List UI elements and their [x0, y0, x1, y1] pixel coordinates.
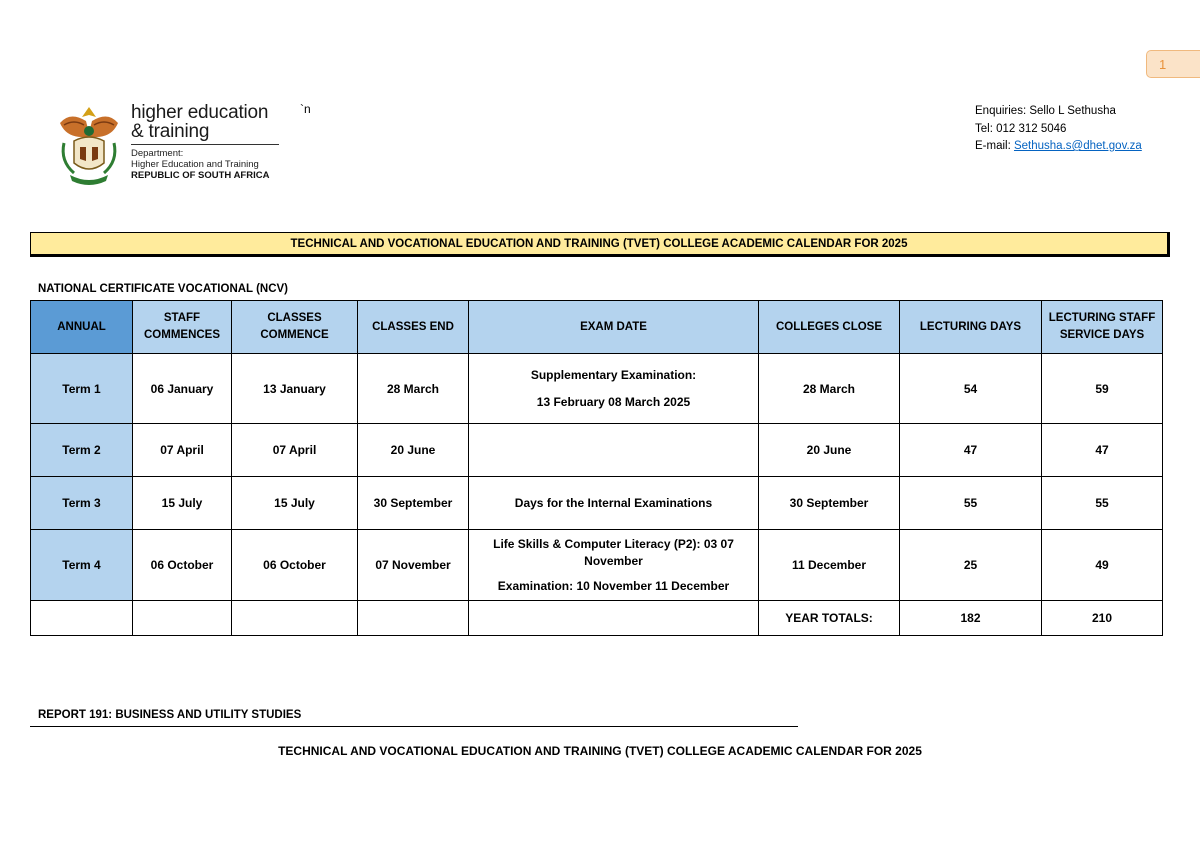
classes-commence-cell: 07 April [232, 424, 358, 477]
department-label: Department: [131, 148, 184, 159]
department-logo [56, 103, 296, 189]
brand-divider [131, 144, 279, 145]
service-days-cell: 59 [1042, 354, 1163, 424]
report-label: REPORT 191: BUSINESS AND UTILITY STUDIES [38, 709, 302, 721]
header-colleges-close: COLLEGES CLOSE [759, 301, 900, 354]
exam-line-2: Examination: 10 November 11 December [497, 578, 730, 593]
service-days-cell: 49 [1042, 530, 1163, 601]
brand-line-2: & training [131, 121, 210, 142]
lecturing-days-cell: 25 [900, 530, 1042, 601]
table-header-row [31, 301, 1163, 354]
academic-calendar-table [30, 300, 1163, 636]
email-label: E-mail: [975, 140, 1014, 152]
header-classes-commence: CLASSES COMMENCE [232, 301, 358, 354]
coat-of-arms-icon [56, 103, 122, 187]
exam-date-cell [469, 354, 759, 424]
brand-line-1: higher education [131, 102, 269, 123]
staff-commences-cell: 06 October [133, 530, 232, 601]
term-label: Term 1 [31, 354, 133, 424]
header-classes-end: CLASSES END [358, 301, 469, 354]
calendar-title-banner: TECHNICAL AND VOCATIONAL EDUCATION AND TRAINING (TVET) COLLEGE ACADEMIC CALENDAR FOR 2025 [30, 232, 1170, 257]
exam-line-2: 13 February 08 March 2025 [536, 394, 691, 409]
colleges-close-cell: 11 December [759, 530, 900, 601]
classes-commence-cell: 13 January [232, 354, 358, 424]
exam-line-1: Supplementary Examination: [530, 367, 697, 382]
staff-commences-cell: 07 April [133, 424, 232, 477]
enquiries-text: Enquiries: Sello L Sethusha [975, 105, 1116, 117]
exam-date-cell [469, 424, 759, 477]
report-divider [30, 726, 798, 727]
staff-commences-cell: 15 July [133, 477, 232, 530]
total-lecturing-days: 182 [900, 601, 1042, 636]
email-link[interactable]: Sethusha.s@dhet.gov.za [1013, 140, 1142, 152]
term-label: Term 4 [31, 530, 133, 601]
email-line [975, 138, 1142, 156]
classes-end-cell: 30 September [358, 477, 469, 530]
empty-cell [31, 601, 133, 636]
exam-line-1: Life Skills & Computer Literacy (P2): 03 07 November [493, 536, 734, 568]
empty-cell [358, 601, 469, 636]
classes-end-cell: 28 March [358, 354, 469, 424]
header-staff-commences: STAFF COMMENCES [133, 301, 232, 354]
term-label: Term 2 [31, 424, 133, 477]
classes-end-cell: 07 November [358, 530, 469, 601]
colleges-close-cell: 28 March [759, 354, 900, 424]
table-row [31, 424, 1163, 477]
exam-date-cell: Days for the Internal Examinations [469, 477, 759, 530]
stray-text: `n [300, 102, 311, 116]
header-service-days: LECTURING STAFF SERVICE DAYS [1042, 301, 1163, 354]
department-name: Higher Education and Training [131, 159, 259, 170]
colleges-close-cell: 30 September [759, 477, 900, 530]
classes-commence-cell: 15 July [232, 477, 358, 530]
staff-commences-cell: 06 January [133, 354, 232, 424]
lecturing-days-cell: 54 [900, 354, 1042, 424]
lecturing-days-cell: 47 [900, 424, 1042, 477]
section-label: NATIONAL CERTIFICATE VOCATIONAL (NCV) [38, 283, 289, 295]
country-name: REPUBLIC OF SOUTH AFRICA [131, 170, 270, 181]
term-label: Term 3 [31, 477, 133, 530]
empty-cell [469, 601, 759, 636]
page-number-badge: 1 [1146, 50, 1200, 78]
totals-row [31, 601, 1163, 636]
table-row [31, 530, 1163, 601]
year-totals-label: YEAR TOTALS: [759, 601, 900, 636]
tel-text: Tel: 012 312 5046 [975, 122, 1067, 135]
header-lecturing-days: LECTURING DAYS [900, 301, 1042, 354]
service-days-cell: 47 [1042, 424, 1163, 477]
service-days-cell: 55 [1042, 477, 1163, 530]
colleges-close-cell: 20 June [759, 424, 900, 477]
header-annual: ANNUAL [31, 301, 133, 354]
empty-cell [133, 601, 232, 636]
exam-date-cell [469, 530, 759, 601]
lecturing-days-cell: 55 [900, 477, 1042, 530]
header-exam-date: EXAM DATE [469, 301, 759, 354]
contact-info [975, 103, 1142, 156]
classes-commence-cell: 06 October [232, 530, 358, 601]
table-row [31, 354, 1163, 424]
empty-cell [232, 601, 358, 636]
classes-end-cell: 20 June [358, 424, 469, 477]
table-row [31, 477, 1163, 530]
total-service-days: 210 [1042, 601, 1163, 636]
bottom-title: TECHNICAL AND VOCATIONAL EDUCATION AND TRAINING (TVET) COLLEGE ACADEMIC CALENDAR FOR 2025 [278, 744, 922, 758]
